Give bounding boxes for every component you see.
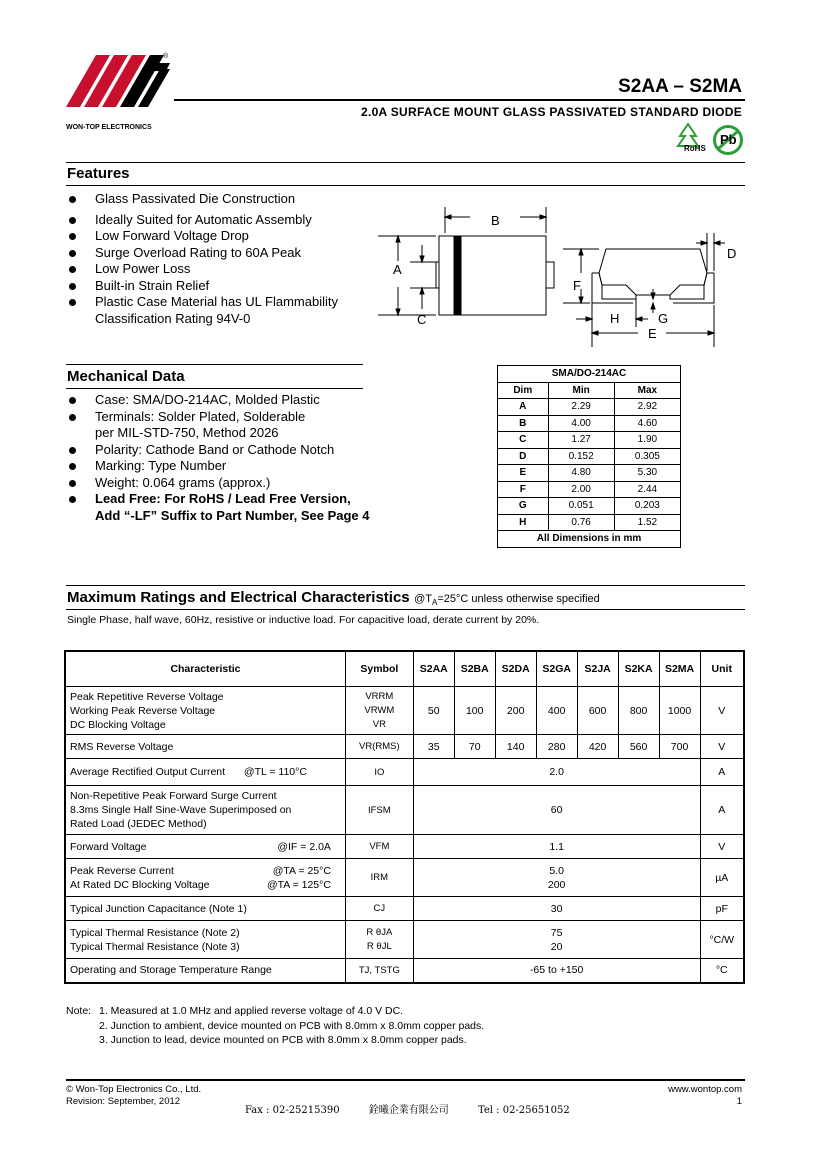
- table-cell: 100: [454, 687, 495, 735]
- divider: [66, 162, 745, 163]
- table-cell: 0.203: [614, 498, 680, 515]
- cell-line: 75: [550, 926, 563, 939]
- pb-label: Pb: [720, 132, 737, 147]
- table-header: Symbol: [345, 651, 413, 687]
- ratings-heading-note: [414, 593, 600, 608]
- table-cell: [65, 786, 345, 835]
- table-row: [498, 514, 681, 531]
- divider: [66, 609, 745, 610]
- fax-number: Fax : 02-25215390: [245, 1105, 340, 1116]
- table-cell: [413, 921, 700, 959]
- cell-line: [70, 864, 341, 878]
- table-cell: [65, 687, 345, 735]
- table-cell: 0.051: [548, 498, 614, 515]
- table-cell: 140: [495, 735, 536, 759]
- table-header: Unit: [700, 651, 744, 687]
- cell-line: Peak Repetitive Reverse Voltage: [70, 690, 224, 703]
- table-row: [65, 859, 744, 897]
- footer-right: [668, 1084, 742, 1108]
- table-row: [498, 432, 681, 449]
- table-cell: 700: [659, 735, 700, 759]
- page-title: S2AA – S2MA: [618, 76, 742, 97]
- note-item: 2. Junction to ambient, device mounted on PCB with 8.0mm x 8.0mm copper pads.: [99, 1019, 485, 1032]
- ratings-intro: Single Phase, half wave, 60Hz, resistive or inductive load. For capacitive load, derate current by 20%.: [67, 614, 540, 626]
- table-cell: 4.00: [548, 415, 614, 432]
- table-header: S2KA: [618, 651, 659, 687]
- cell-line: VRRM: [365, 690, 394, 702]
- table-header: Max: [614, 382, 680, 399]
- divider: [66, 185, 745, 186]
- company-name: WON-TOP ELECTRONICS: [66, 124, 152, 131]
- list-item: Glass Passivated Die Construction: [66, 191, 338, 208]
- cell-text: Forward Voltage: [70, 840, 147, 853]
- table-cell: 4.60: [614, 415, 680, 432]
- cell-text: At Rated DC Blocking Voltage: [70, 878, 210, 891]
- rohs-label: RoHS: [684, 144, 706, 153]
- table-cell: 50: [413, 687, 454, 735]
- divider: [66, 388, 363, 389]
- table-cell: G: [498, 498, 549, 515]
- table-cell: °C: [700, 959, 744, 983]
- table-cell: 70: [454, 735, 495, 759]
- notes-list: [99, 1004, 484, 1048]
- note-text: =25°C unless otherwise specified: [437, 593, 600, 605]
- dim-label-b: B: [491, 213, 500, 228]
- table-cell: 2.44: [614, 481, 680, 498]
- list-item: Add “-LF” Suffix to Part Number, See Page 4: [95, 507, 370, 523]
- table-cell: V: [700, 835, 744, 859]
- table-row: [65, 835, 744, 859]
- dimensions-table: [497, 365, 681, 548]
- table-cell: 1.27: [548, 432, 614, 449]
- table-cell: D: [498, 448, 549, 465]
- list-item: Terminals: Solder Plated, Solderable: [66, 409, 370, 426]
- table-cell: F: [498, 481, 549, 498]
- divider: [66, 364, 363, 365]
- table-cell: IRM: [345, 859, 413, 897]
- table-row: [65, 735, 744, 759]
- copyright: © Won-Top Electronics Co., Ltd.: [66, 1084, 202, 1095]
- company-name-cn: 銓曦企業有限公司: [368, 1105, 449, 1116]
- divider: [66, 585, 745, 586]
- table-cell: 60: [413, 786, 700, 835]
- table-cell: 600: [577, 687, 618, 735]
- dim-label-g: G: [658, 311, 669, 326]
- cell-line: DC Blocking Voltage: [70, 718, 166, 731]
- cell-text: Peak Reverse Current: [70, 864, 174, 877]
- cell-line: VR: [372, 718, 386, 730]
- table-cell: [65, 835, 345, 859]
- note-item: 1. Measured at 1.0 MHz and applied reverse voltage of 4.0 V DC.: [99, 1005, 404, 1017]
- mechanical-heading: Mechanical Data: [67, 368, 185, 385]
- cell-condition: @TL = 110°C: [243, 766, 307, 778]
- cell-line: Working Peak Reverse Voltage: [70, 704, 216, 717]
- table-row: [498, 498, 681, 515]
- list-item: Ideally Suited for Automatic Assembly: [66, 212, 338, 229]
- table-cell: C: [498, 432, 549, 449]
- cell-line: 200: [547, 878, 566, 891]
- table-cell: 0.76: [548, 514, 614, 531]
- list-item: Weight: 0.064 grams (approx.): [66, 475, 370, 492]
- note-text: @T: [414, 593, 432, 605]
- pb-free-icon: [712, 124, 744, 161]
- table-row: [498, 448, 681, 465]
- table-cell: Typical Junction Capacitance (Note 1): [65, 897, 345, 921]
- table-cell: 800: [618, 687, 659, 735]
- table-cell: 30: [413, 897, 700, 921]
- table-cell: 4.80: [548, 465, 614, 482]
- table-header: S2GA: [536, 651, 577, 687]
- cell-line: [70, 878, 341, 892]
- website-link[interactable]: www.wontop.com: [668, 1084, 742, 1095]
- table-header: Min: [548, 382, 614, 399]
- table-cell: A: [700, 786, 744, 835]
- table-cell: 35: [413, 735, 454, 759]
- table-row: [65, 959, 744, 983]
- table-header: Characteristic: [65, 651, 345, 687]
- table-cell: [65, 921, 345, 959]
- table-cell: 2.0: [413, 759, 700, 786]
- note-item: 3. Junction to lead, device mounted on PCB with 8.0mm x 8.0mm copper pads.: [99, 1034, 467, 1046]
- table-cell: H: [498, 514, 549, 531]
- list-item: Classification Rating 94V-0: [95, 310, 251, 326]
- table-cell: 1.1: [413, 835, 700, 859]
- table-cell: 420: [577, 735, 618, 759]
- list-item: Lead Free: For RoHS / Lead Free Version,: [66, 491, 370, 508]
- table-header: S2AA: [413, 651, 454, 687]
- registered-mark: ®: [163, 53, 169, 60]
- table-cell: [413, 859, 700, 897]
- table-cell: [345, 921, 413, 959]
- cell-condition: @TA = 125°C: [266, 878, 331, 891]
- cell-line: 5.0: [549, 864, 564, 877]
- note-subscript: A: [431, 598, 438, 608]
- table-header: S2JA: [577, 651, 618, 687]
- list-item: Surge Overload Rating to 60A Peak: [66, 245, 338, 262]
- table-row: [498, 481, 681, 498]
- cell-line: Typical Thermal Resistance (Note 3): [70, 940, 240, 953]
- cell-condition: @IF = 2.0A: [277, 840, 331, 853]
- rohs-badge: [676, 122, 706, 161]
- cell-text: Average Rectified Output Current: [70, 766, 226, 778]
- table-cell: [65, 759, 345, 786]
- page-subtitle: 2.0A SURFACE MOUNT GLASS PASSIVATED STANDARD DIODE: [360, 105, 742, 119]
- package-outline-diagram: [370, 205, 750, 350]
- table-row: [65, 921, 744, 959]
- table-cell: 2.29: [548, 399, 614, 416]
- list-item: Marking: Type Number: [66, 458, 370, 475]
- cell-line: Rated Load (JEDEC Method): [70, 818, 207, 830]
- table-cell: RMS Reverse Voltage: [65, 735, 345, 759]
- table-cell: TJ, TSTG: [345, 959, 413, 983]
- page-number: 1: [736, 1096, 742, 1107]
- list-item: per MIL-STD-750, Method 2026: [95, 425, 279, 440]
- cell-condition: @TA = 25°C: [272, 864, 331, 877]
- table-cell: CJ: [345, 897, 413, 921]
- list-item: Case: SMA/DO-214AC, Molded Plastic: [66, 392, 370, 409]
- table-cell: 2.00: [548, 481, 614, 498]
- table-cell: VR(RMS): [345, 735, 413, 759]
- table-row: [65, 786, 744, 835]
- dim-label-h: H: [610, 311, 620, 326]
- table-row: [65, 759, 744, 786]
- revision: Revision: September, 2012: [66, 1096, 181, 1107]
- mechanical-list: [66, 392, 370, 524]
- list-item: Polarity: Cathode Band or Cathode Notch: [66, 442, 370, 459]
- table-row: [498, 399, 681, 416]
- table-cell: pF: [700, 897, 744, 921]
- table-header: S2MA: [659, 651, 700, 687]
- table-cell: 200: [495, 687, 536, 735]
- dim-label-c: C: [417, 312, 427, 327]
- cell-line: VRWM: [364, 704, 395, 716]
- dimensions-table-title: SMA/DO-214AC: [498, 366, 681, 383]
- cell-line: R θJL: [366, 940, 392, 952]
- table-cell: 0.152: [548, 448, 614, 465]
- table-cell: IFSM: [345, 786, 413, 835]
- footer-rule: [66, 1079, 745, 1081]
- table-cell: B: [498, 415, 549, 432]
- cell-line: Non-Repetitive Peak Forward Surge Current: [70, 790, 277, 802]
- fax-stamp: [245, 1101, 570, 1116]
- table-header: S2DA: [495, 651, 536, 687]
- cell-line: 8.3ms Single Half Sine-Wave Superimposed on: [70, 804, 292, 816]
- table-header: S2BA: [454, 651, 495, 687]
- ratings-heading: Maximum Ratings and Electrical Characteristics: [67, 589, 410, 606]
- table-cell: 1000: [659, 687, 700, 735]
- list-item: Low Forward Voltage Drop: [66, 228, 338, 245]
- cell-line: R θJA: [366, 926, 393, 938]
- features-heading: Features: [67, 165, 130, 182]
- table-cell: 0.305: [614, 448, 680, 465]
- table-cell: Operating and Storage Temperature Range: [65, 959, 345, 983]
- footer-left: [66, 1084, 201, 1108]
- table-cell: V: [700, 735, 744, 759]
- table-cell: A: [700, 759, 744, 786]
- table-cell: [345, 687, 413, 735]
- tel-number: Tel : 02-25651052: [477, 1105, 570, 1116]
- table-cell: V: [700, 687, 744, 735]
- table-cell: A: [498, 399, 549, 416]
- table-cell: VFM: [345, 835, 413, 859]
- table-cell: 560: [618, 735, 659, 759]
- dim-label-e: E: [648, 326, 657, 341]
- table-cell: E: [498, 465, 549, 482]
- cell-line: 20: [550, 940, 563, 953]
- table-cell: 280: [536, 735, 577, 759]
- table-cell: °C/W: [700, 921, 744, 959]
- table-cell: 2.92: [614, 399, 680, 416]
- table-row: [498, 465, 681, 482]
- table-row: [65, 897, 744, 921]
- table-header: Dim: [498, 382, 549, 399]
- cell-line: Typical Thermal Resistance (Note 2): [70, 926, 240, 939]
- ratings-heading-row: [67, 589, 600, 607]
- table-cell: -65 to +150: [413, 959, 700, 983]
- dim-label-f: F: [573, 278, 581, 293]
- table-row: [65, 687, 744, 735]
- features-list: [66, 191, 338, 327]
- table-row: [498, 415, 681, 432]
- ratings-table: [64, 650, 745, 984]
- table-cell: µA: [700, 859, 744, 897]
- dim-label-a: A: [393, 262, 402, 277]
- table-cell: 1.52: [614, 514, 680, 531]
- table-cell: 1.90: [614, 432, 680, 449]
- table-cell: [65, 859, 345, 897]
- table-header-row: [65, 651, 744, 687]
- dimensions-table-footer: All Dimensions in mm: [498, 531, 681, 548]
- title-rule: [174, 99, 745, 101]
- table-cell: 5.30: [614, 465, 680, 482]
- table-cell: IO: [345, 759, 413, 786]
- list-item: Low Power Loss: [66, 261, 338, 278]
- notes-label: Note:: [66, 1005, 92, 1017]
- list-item: Plastic Case Material has UL Flammability: [66, 294, 338, 311]
- company-logo: [66, 55, 176, 130]
- dim-label-d: D: [727, 246, 737, 261]
- table-cell: 400: [536, 687, 577, 735]
- list-item: Built-in Strain Relief: [66, 278, 338, 295]
